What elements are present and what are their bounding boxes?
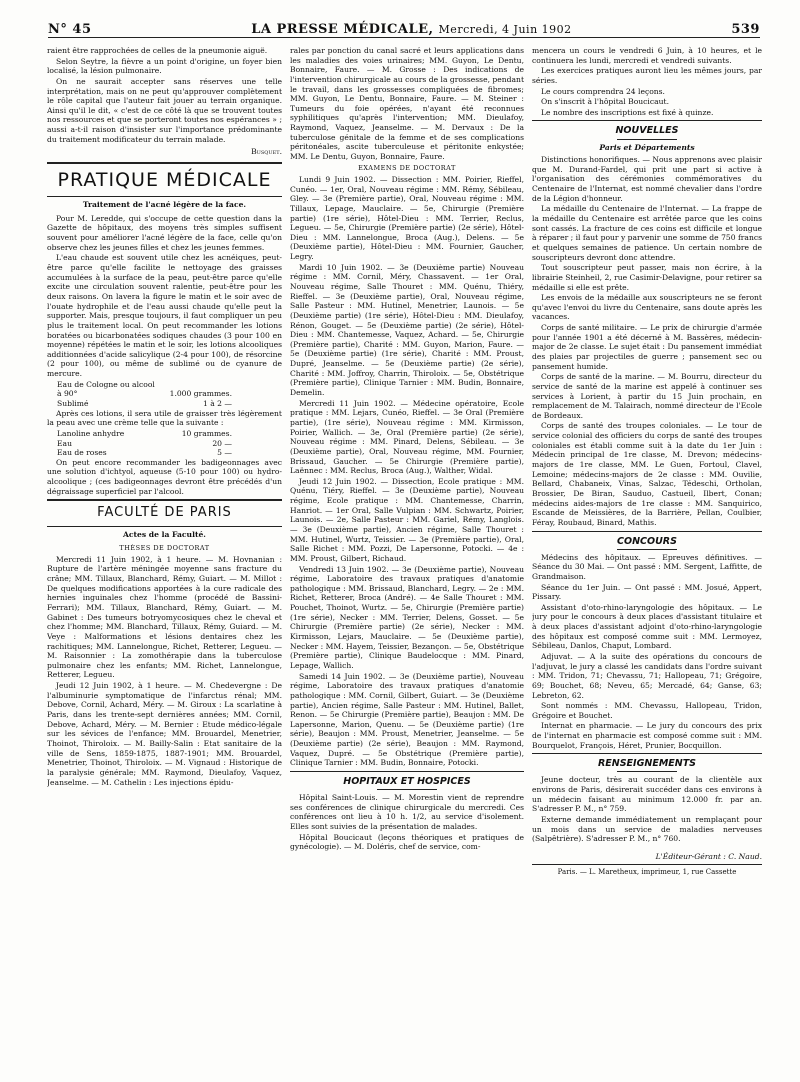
page-number: 539	[731, 22, 760, 37]
article-paragraph: Après ces lotions, il sera utile de graisser très légèrement la peau avec une crème telle que la suivante :	[47, 408, 282, 428]
title-underline	[617, 139, 677, 140]
formula-line: Eau de Cologne ou alcool	[57, 379, 155, 389]
article-paragraph: L'eau chaude est souvent utile chez les acnéiques, peut-être parce qu'elle facilite le nettoyage des graisses accumulées à la surface de la peau, peut-être parce qu'elle excite une circulation souvent ralentie, peut-être pour les deux raisons. On lavera la figure le matin et le soir avec de l'ouate hydrophile et de l'eau aussi chaude qu'elle peut la supporter. Mais, presque toujours, il faut compliquer un peu plus le traitement local. On peut recommander les lotions boratées ou bicarbonatées sodiques chaudes (3 pour 100 en moyenne) répétées le matin et le soir, les lotions alcooliques additionnées d'acide salicylique (2-4 pour 100), de résorcine (2 pour 100), ou même de sublimé ou de cyanure de mercure.	[47, 253, 282, 379]
hopitaux-paragraph: Hôpital Boucicaut (leçons théoriques et pratiques de gynécologie). — M. Doléris, chef de service, com-	[290, 832, 524, 852]
section-divider	[532, 531, 762, 532]
concours-paragraph: Séance du 1er Juin. — Ont passé : MM. Josué, Appert, Pissary.	[532, 582, 762, 602]
section-divider	[532, 120, 762, 121]
journal-name: LA PRESSE MÉDICALE,	[251, 22, 434, 37]
paris-label: Paris et Départements	[599, 142, 695, 152]
concours-paragraph: Sont nommés : MM. Chevassu, Hallopeau, Tridon, Grégoire et Bouchet.	[532, 701, 762, 720]
pratique-medicale-title: PRATIQUE MÉDICALE	[57, 169, 272, 192]
news-paragraph: Tout souscripteur peut passer, mais non écrire, à la librairie Steinheil, 2, rue Casimir-Delavigne, pour retirer sa médaille si elle est prête.	[532, 263, 762, 292]
page-header	[48, 22, 760, 38]
intro-paragraph: On ne saurait accepter sans réserves une telle interprétation, mais on ne peut qu'approuver complètement le rôle capital que l'auteur fait jouer au terrain organique. Ainsi qu'il le dit, « c'est de ce côté là que se trouvent toutes nos ressources et que se porteront toutes nos espérances » ; aussi a-t-il raison d'insister sur l'importance prédominante du traitement modificateur du terrain malade.	[47, 76, 282, 144]
course-paragraph: mencera un cours le vendredi 6 Juin, à 10 heures, et le continuera les lundi, mercredi et vendredi suivants.	[532, 46, 762, 65]
exam-paragraph: Mardi 10 Juin 1902. — 3e (Deuxième partie) Nouveau régime : MM. Cornil, Méry, Chassavent. — 1er Oral, Nouveau régime, Salle Thouret : MM. Quénu, Thiéry, Rieffel. — 3e (Deuxième partie), Oral, Nouveau régime, Salle Pasteur : MM. Hutinel, Menetrier, Launois. — 5e (Deuxième partie) (1re série), Hôtel-Dieu : MM. Dieulafoy, Rénon, Gouget. — 5e (Deuxième partie) (2e série), Hôtel-Dieu : MM. Chantemesse, Vaquez, Achard. — 5e, Chirurgie (Première partie), Charité : MM. Guyon, Marion, Faure. — 5e (Deuxième partie) (1re série), Charité : MM. Proust, Dupré, Jeanselme. — 5e (Deuxième partie) (2e série), Charité : MM. Joffroy, Charrin, Thiroloix. — 5e, Obstétrique (Première partie), Clinique Tarnier : MM. Budin, Bonnaire, Demelin.	[290, 262, 524, 398]
article-paragraph: Pour M. Leredde, qui s'occupe de cette question dans la Gazette de hôpitaux, des moyens très simples suffisent souvent pour améliorer l'acné légère de la face, celle qu'on observe chez les jeunes filles et chez les jeunes femmes.	[47, 213, 282, 252]
hopitaux-paragraph: Hôpital Saint-Louis. — M. Morestin vient de reprendre ses conférences de clinique chirurgicale du mercredi. Ces conférences ont lieu à 10 h. 1/2, au service d'isolement. Elles sont suivies de la présentation de malades.	[290, 793, 524, 831]
concours-paragraph: Médecins des hôpitaux. — Epreuves définitives. — Séance du 30 Mai. — Ont passé : MM. Sergent, Laffitte, de Grandmaison.	[532, 552, 762, 581]
title-underline	[617, 771, 677, 772]
actes-title: Actes de la Faculté.	[123, 529, 206, 539]
news-paragraph: Corps de santé militaire. — Le prix de chirurgie d'armée pour l'année 1901 a été décerné à M. Bassères, médecin-major de 2e classe. Le sujet était : Du pansement immédiat des plaies par projectiles de guerre ; pansement sec ou pansement humide.	[532, 323, 762, 371]
section-divider	[290, 771, 524, 772]
hopitaux-title: HOPITAUX ET HOSPICES	[343, 776, 471, 788]
imprimeur-line: Paris. — L. Maretheux, imprimeur, 1, rue Cassette	[532, 864, 762, 877]
column-2	[290, 46, 524, 1056]
nouvelles-title: NOUVELLES	[615, 125, 679, 137]
exam-paragraph: Samedi 14 Juin 1902. — 3e (Deuxième partie), Nouveau régime, Laboratoire des travaux pratiques d'anatomie pathologique : MM. Cornil, Gilbert, Guiart. — 3e (Deuxième partie), Ancien régime, Salle Pasteur : MM. Hutinel, Ballet, Renon. — 5e Chirurgie (Première partie), Beaujon : MM. De Lapersonne, Marion, Quenu. — 5e (Deuxième partie) (1re série), Beaujon : MM. Proust, Menetrier, Jeanselme. — 5e (Deuxième partie) (2e série), Beaujon : MM. Raymond, Vaquez, Dupré. — 5e Obstétrique (Première partie), Clinique Tarnier : MM. Budin, Bonnaire, Potocki.	[290, 671, 524, 768]
title-underline	[377, 789, 437, 790]
formula-line: à 90° 1.000 grammes.	[57, 389, 232, 399]
journal-title	[251, 22, 571, 39]
faculte-title: FACULTÉ DE PARIS	[97, 505, 232, 521]
renseignement-paragraph: Externe demande immédiatement un remplaçant pour un mois dans un service de maladies nerveuses (Salpêtrière). S'adresser P. M., n° 760.	[532, 815, 762, 844]
title-underline	[617, 549, 677, 550]
section-divider	[47, 526, 282, 527]
concours-paragraph: Assistant d'oto-rhino-laryngologie des hôpitaux. — Le jury pour le concours à deux places d'assistant titulaire et à deux places d'assistant adjoint d'oto-rhino-laryngologie des hôpitaux est composé comme suit : MM. Lermoyez, Sébileau, Danlos, Chaput, Lombard.	[532, 602, 762, 651]
exam-paragraph: Vendredi 13 Juin 1902. — 3e (Deuxième partie), Nouveau régime, Laboratoire des travaux pratiques d'anatomie pathologique : MM. Brissaud, Blanchard, Legry. — 2e : MM. Richet, Retterer, Broca (André). — 4e Salle Thouret : MM. Pouchet, Thoinot, Wurtz. — 5e, Chirurgie (Première partie) (1re série), Necker : MM. Terrier, Delens, Gosset. — 5e Chirurgie (Première partie) (2e série), Necker : MM. Kirmisson, Lejars, Mauclaire. — 5e (Deuxième partie), Necker : MM. Hayem, Teissier, Bezançon. — 5e, Obstétrique (Première partie), Clinique Baudelocque : MM. Pinard, Lepage, Wallich.	[290, 564, 524, 670]
author-signature: Busquet.	[251, 147, 282, 157]
news-paragraph: Distinctions honorifiques. — Nous apprenons avec plaisir que M. Durand-Fardel, qui prit une part si active à l'organisation des cérémonies commémoratives du Centenaire de l'Internat, est nommé chevalier dans l'ordre de la Légion d'honneur.	[532, 155, 762, 203]
course-paragraph: On s'inscrit à l'hôpital Boucicaut.	[541, 97, 669, 107]
examens-label: EXAMENS DE DOCTORAT	[358, 163, 456, 172]
column-1	[47, 46, 282, 1031]
concours-paragraph: Adjuvat. — A la suite des opérations du concours de l'adjuvat, le jury a classé les candidats dans l'ordre suivant : MM. Tridon, 71; Chevassu, 71; Hallopeau, 71; Grégoire, 69; Bouchet, 68; Neveu, 65; Mercadé, 64; Ganse, 63; Lebreton, 62.	[532, 652, 762, 700]
formula-line: Lanoline anhydre 10 grammes.	[57, 428, 232, 438]
intro-paragraph: Selon Seytre, la fièvre a un point d'origine, un foyer bien localisé, la lésion pulmonaire.	[47, 56, 282, 76]
theses-label: THÈSES DE DOCTORAT	[119, 543, 210, 552]
concours-paragraph: Internat en pharmacie. — Le jury du concours des prix de l'internat en pharmacie est composé comme suit : MM. Bourquelot, François, Héret, Prunier, Bocquillon.	[532, 721, 762, 750]
article-subtitle: Traitement de l'acné légère de la face.	[82, 200, 247, 210]
column-3	[532, 46, 762, 1076]
formula-line: Eau de roses 5 —	[57, 448, 232, 458]
news-paragraph: Corps de santé des troupes coloniales. — Le tour de service colonial des officiers du corps de santé des troupes coloniales est établi comme suit à la date du 1er Juin : Médecin principal de 1re classe, M. Drevon; médecins-majors de 1re classe, MM. Le Guen, Fortoul, Clavel, Lemoine; médecins-majors de 2e classe : MM. Ouvilie, Bellard, Chabaneix, Vinas, Salzac, Tédeschi, Ortholan, Brossier, De Biran, Sauduo, Castueil, Ilbert, Conan; médecins aides-majors de 1re classe : MM. Sanquirico, Escande de Meissières, de la Barrière, Pellan, Coulbier, Féray, Roubaud, Binard, Mathis.	[532, 421, 762, 527]
course-paragraph: Les exercices pratiques auront lieu les mêmes jours, par séries.	[532, 66, 762, 85]
section-divider	[47, 162, 282, 164]
news-paragraph: Corps de santé de la marine. — M. Bourru, directeur du service de santé de la marine est appelé à continuer ses services à Lorient, à partir du 15 Juin prochain, en remplacement de M. Talairach, nommé directeur de l'Ecole de Bordeaux.	[532, 372, 762, 420]
issue-date: Mercredi, 4 Juin 1902	[438, 23, 572, 36]
news-paragraph: La médaille du Centenaire de l'Internat. — La frappe de la médaille du Centenaire est arrêtée parce que les coins sont cassés. La fracture de ces coins est difficile et longue à réparer ; il faut pour y parvenir une somme de 750 francs et quelques semaines de patience. Un certain nombre de souscripteurs devront donc attendre.	[532, 204, 762, 262]
issue-number: N° 45	[48, 22, 92, 37]
exam-paragraph: Mercredi 11 Juin 1902. — Médecine opératoire, Ecole pratique : MM. Lejars, Cunéo, Rieffel. — 3e Oral (Première partie), (1re série), Nouveau régime : MM. Kirmisson, Poirier, Wallich. — 3e, Oral (Première partie) (2e série), Nouveau régime : MM. Pinard, Delens, Sébileau. — 3e (Deuxième partie), Oral, Nouveau régime, MM. Fournier, Brissaud, Gaucher. — 5e Chirurgie (Première partie), Laënnec : MM. Reclus, Broca (Aug.), Walther, Widal.	[290, 398, 524, 476]
course-paragraph: Le nombre des inscriptions est fixé à quinze.	[541, 107, 714, 117]
concours-title: CONCOURS	[617, 535, 677, 547]
theses-continuation: rales par ponction du canal sacré et leurs applications dans les maladies des voies urinaires; MM. Guyon, Le Dentu, Bonnaire, Faure. — M. Grosse : Des indications de l'intervention chirurgicale au cours de la grossesse, pendant le travail, dans les grossesses compliquées de fibromes; MM. Guyon, Le Dentu, Bonnaire, Faure. — M. Steiner : Tumeurs du foie opérées, n'ayant été reconnues syphilitiques qu'après l'intervention; MM. Dieulafoy, Raymond, Vaquez, Jeanselme. — M. Dervaux : De la tuberculose génitale de la femme et de ses complications péritonéales, ascite tuberculeuse et péritonite enkystée; MM. Le Dentu, Guyon, Bonnaire, Faure.	[290, 46, 524, 162]
formula-line: Sublimé 1 à 2 —	[57, 398, 232, 408]
news-paragraph: Les envois de la médaille aux souscripteurs ne se feront qu'avec l'envoi du livre du Centenaire, sans doute après les vacances.	[532, 293, 762, 322]
exam-paragraph: Jeudi 12 Juin 1902. — Dissection, Ecole pratique : MM. Quénu, Tiéry, Rieffel. — 3e (Deuxième partie), Nouveau régime, Ecole pratique : MM. Chantemesse, Charrin, Hanriot. — 1er Oral, Salle Vulpian : MM. Schwartz, Poirier, Launois. — 2e, Salle Pasteur : MM. Gariel, Rémy, Langlois. — 3e (Deuxième partie), Ancien régime, Salle Thouret : MM. Hutinel, Wurtz, Teissier. — 3e (Première partie), Oral, Salle Richet : MM. Pozzi, De Lapersonne, Potocki. — 4e : MM. Proust, Gilbert, Richaud.	[290, 476, 524, 563]
article-paragraph: On peut encore recommander les badigeonnages avec une solution d'ichtyol, aqueuse (5-10 pour 100) ou hydro-alcoolique ; (ces badigeonnages devront être précédés d'un dégraissage superficiel par l'alcool.	[47, 457, 282, 496]
exam-paragraph: Lundi 9 Juin 1902. — Dissection : MM. Poirier, Rieffel, Cunéo. — 1er, Oral, Nouveau régime : MM. Rémy, Sébileau, Gley. — 3e (Première partie), Oral, Nouveau régime : MM. Tillaux, Lepage, Mauclaire. — 5e, Chirurgie (Première partie) (1re série), Hôtel-Dieu : MM. Terrier, Reclus, Legueu. — 5e, Chirurgie (Première partie) (2e série), Hôtel-Dieu : MM. Lannelongue, Broca (Aug.), Delens. — 5e (Deuxième partie), Hôtel-Dieu : MM. Fournier, Gaucher, Legry.	[290, 174, 524, 262]
intro-paragraph: raient être rapprochées de celles de la pneumonie aiguë.	[47, 46, 268, 55]
renseignement-paragraph: Jeune docteur, très au courant de la clientèle aux environs de Paris, désirerait succéder dans ces environs à un médecin faisant au minimum 12.000 fr. par an. S'adresser P. M., n° 759.	[532, 775, 762, 814]
theses-paragraph: Jeudi 12 Juin 1902, à 1 heure. — M. Chedevergne : De l'albuminurie symptomatique de l'infarctus rénal; MM. Debove, Cornil, Achard, Méry. — M. Giroux : La scarlatine à Paris, dans les trente-sept dernières années; MM. Cornil, Debove, Achard, Méry. — M. Bernier : Etude médico-légale sur les sévices de l'enfance; MM. Brouardel, Menetrier, Thoinot, Thiroloix. — M. Bailly-Salin : Etat sanitaire de la ville de Sens, 1859-1875, 1887-1901; MM. Brouardel, Menetrier, Thoinot, Thiroloix. — M. Vignaud : Historique de la paralysie générale; MM. Raymond, Dieulafoy, Vaquez, Jeanselme. — M. Cathelin : Les injections épidu-	[47, 681, 282, 787]
section-divider	[47, 499, 282, 501]
editeur-line: L'Éditeur-Gérant : C. Naud.	[655, 851, 762, 861]
formula-line: Eau 20 —	[57, 438, 232, 448]
section-divider	[47, 196, 282, 197]
section-divider	[532, 753, 762, 754]
renseignements-title: RENSEIGNEMENTS	[597, 758, 697, 770]
theses-paragraph: Mercredi 11 Juin 1902, à 1 heure. — M. Hovnanian : Rupture de l'artère méningée moyenne sans fracture du crâne; MM. Tillaux, Blanchard, Rémy, Guiart. — M. Millot : De quelques modifications apportées à la cure radicale des hernies inguinales chez l'homme (procédé de Bassini-Ferrari); MM. Tillaux, Blanchard, Rémy, Guiart. — M. Gabinet : Des tumeurs botryomycosiques chez le cheval et chez l'homme; MM. Blanchard, Tillaux, Rémy, Guiard. — M. Veye : Malformations et lésions dentaires chez les rachitiques; MM. Lannelongue, Richet, Retterer, Legueu. — M. Raisonnier : La zomothérapie dans la tuberculose pulmonaire chez les enfants; MM. Richet, Lannelongue, Retterer, Legueu.	[47, 554, 282, 680]
course-paragraph: Le cours comprendra 24 leçons.	[541, 86, 665, 96]
